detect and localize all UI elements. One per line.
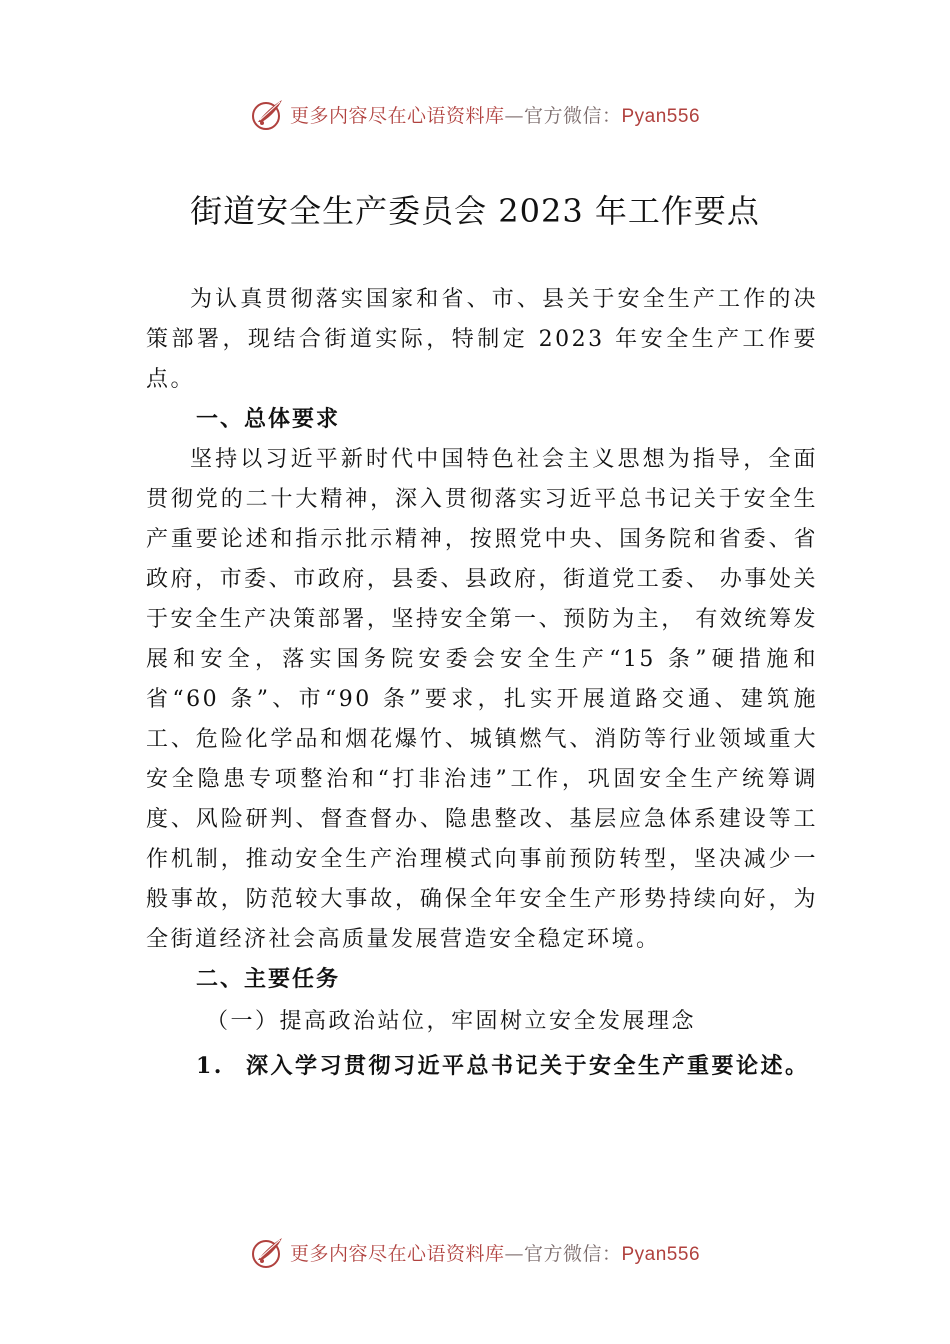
watermark-text [290, 1239, 700, 1266]
watermark-footer [0, 1232, 950, 1272]
watermark-label: 官方微信： [523, 1242, 622, 1265]
watermark-text [290, 101, 700, 128]
document-title: 街道安全生产委员会 2023 年工作要点 [190, 192, 760, 230]
section-heading-general-requirements: 一、总体要求 [196, 407, 341, 432]
watermark-separator: — [504, 104, 524, 127]
subsection-heading: （一）提高政治站位，牢固树立安全发展理念 [206, 1009, 697, 1034]
general-requirements-paragraph: 坚持以习近平新时代中国特色社会主义思想为指导，全面贯彻党的二十大精神，深入贯彻落实习近平总书记关于安全生产重要论述和指示批示精神，按照党中央、国务院和省委、省政府，市委、市政府，县委、县政府，街道党工委、 办事处关于安全生产决策部署，坚持安全第一、预防为主， 有效统筹发展和安全，落实国务院安委会安全生产“15 条”硬措施和省“60 条”、市“90 条”要求，扎实开展道路交通、建筑施工、危险化学品和烟花爆竹、城镇燃气、消防等行业领域重大安全隐患专项整治和“打非治违”工作，巩固安全生产统筹调度、风险研判、督查督办、隐患整改、基层应急体系建设等工作机制，推动安全生产治理模式向事前预防转型，坚决减少一般事故，防范较大事故，确保全年安全生产形势持续向好，为全街道经济社会高质量发展营造安全稳定环境。 [146, 447, 818, 952]
item-number: 1. [196, 1053, 224, 1079]
watermark-header [0, 94, 950, 134]
item-text: 深入学习贯彻习近平总书记关于安全生产重要论述。 [245, 1053, 810, 1079]
watermark-label: 官方微信： [523, 104, 622, 127]
document-body [146, 280, 818, 1088]
intro-paragraph: 为认真贯彻落实国家和省、市、县关于安全生产工作的决策部署，现结合街道实际，特制定 2023 年安全生产工作要点。 [146, 287, 818, 392]
numbered-item [146, 1044, 818, 1088]
section-heading-main-tasks: 二、主要任务 [196, 967, 341, 992]
watermark-brand: 更多内容尽在心语资料库 [289, 104, 505, 127]
quill-pen-logo-icon [250, 1234, 286, 1270]
watermark-brand: 更多内容尽在心语资料库 [289, 1242, 505, 1265]
watermark-wechat-id: Pyan556 [621, 105, 701, 127]
quill-pen-logo-icon [250, 96, 286, 132]
watermark-wechat-id: Pyan556 [621, 1243, 701, 1265]
watermark-separator: — [504, 1242, 524, 1265]
